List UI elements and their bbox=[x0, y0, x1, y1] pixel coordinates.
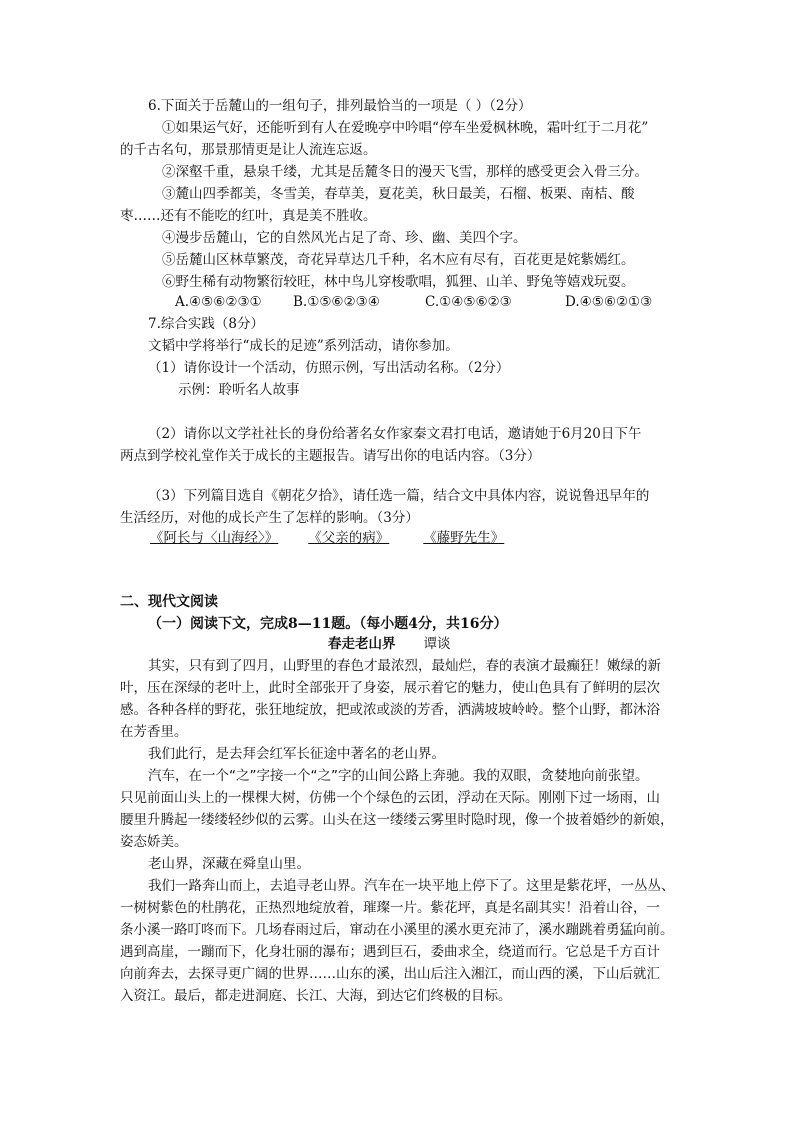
q6-line: ③麓山四季都美，冬雪美，春草美，夏花美，秋日最美，石榴、板栗、南桔、酸 bbox=[162, 186, 635, 202]
q7-titles bbox=[150, 528, 504, 548]
article-line: 感。各种各样的野花，张狂地绽放，把或浓或淡的芳香，洒满坡坡岭岭。整个山野，都沐浴 bbox=[120, 702, 660, 718]
q7-part3-line2: 生活经历，对他的成长产生了怎样的影响。（3分） bbox=[120, 510, 419, 526]
article-line: 其实，只有到了四月，山野里的春色才最浓烈，最灿烂，春的表演才最癫狂！嫩绿的新 bbox=[148, 658, 661, 674]
q6-option-d: D.④⑤⑥②①③ bbox=[565, 294, 653, 310]
q6-line: ⑤岳麓山区林草繁茂，奇花异草达几千种，名木应有尽有，百花更是姹紫嫣红。 bbox=[162, 252, 635, 268]
article-line: 我们此行，是去拜会红军长征途中著名的老山界。 bbox=[148, 746, 445, 762]
article-title: 春走老山界 bbox=[328, 636, 396, 652]
q6-option-b: B.①⑤⑥②③④ bbox=[293, 294, 380, 310]
q7-part3-line1: （3）下列篇目选自《朝花夕拾》，请任选一篇，结合文中具体内容，说说鲁迅早年的 bbox=[148, 488, 650, 504]
q7-part2-line1: （2）请你以文学社社长的身份给著名女作家秦文君打电话，邀请她于6月20日下午 bbox=[148, 426, 642, 442]
section-subheading: （一）阅读下文，完成8—11题。（每小题4分，共16分） bbox=[148, 616, 508, 632]
q6-line: ⑥野生稀有动物繁衍较旺，林中鸟儿穿梭歌唱，狐狸、山羊、野兔等嬉戏玩耍。 bbox=[162, 274, 635, 290]
q7-part1: （1）请你设计一个活动，仿照示例，写出活动名称。（2分） bbox=[148, 360, 510, 376]
article-line: 汽车，在一个“之”字接一个“之”字的山间公路上奔驰。我的双眼，贪婪地向前张望。 bbox=[148, 768, 649, 784]
q7-intro: 文韬中学将举行“成长的足迹”系列活动，请你参加。 bbox=[148, 338, 459, 354]
q6-line: ④漫步岳麓山，它的自然风光占足了奇、珍、幽、美四个字。 bbox=[162, 230, 527, 246]
article-line: 遇到高崖，一蹦而下，化身壮丽的瀑布；遇到巨石，委曲求全，绕道而行。它总是千方百计 bbox=[120, 944, 660, 960]
section-heading: 二、现代文阅读 bbox=[120, 594, 218, 610]
title-father-illness: 《父亲的病》 bbox=[308, 530, 390, 546]
q7-example: 示例：聆听名人故事 bbox=[178, 382, 300, 398]
article-author: 谭谈 bbox=[423, 636, 451, 652]
article-line: 只见前面山头上的一棵棵大树，仿佛一个个绿色的云团，浮动在天际。刚刚下过一场雨，山 bbox=[120, 790, 660, 806]
article-line: 入资江。最后，都走进洞庭、长江、大海，到达它们终极的目标。 bbox=[120, 988, 512, 1004]
q6-option-c: C.①④⑤⑥②③ bbox=[425, 294, 512, 310]
q6-line: ②深壑千重，悬泉千缕，尤其是岳麓冬日的漫天飞雪，那样的感受更会入骨三分。 bbox=[162, 164, 648, 180]
q7-title: 7.综合实践（8分） bbox=[148, 316, 264, 332]
article-line: 条小溪一路叮咚而下。几场春雨过后，窜动在小溪里的溪水更充沛了，溪水蹦跳着勇猛向前。 bbox=[120, 922, 674, 938]
q6-line: 的千古名句，那景那情更是让人流连忘返。 bbox=[120, 142, 377, 158]
article-title-line bbox=[328, 634, 451, 654]
title-ah-chang: 《阿长与〈山海经〉》 bbox=[150, 530, 279, 546]
q7-part2-line2: 两点到学校礼堂作关于成长的主题报告。请写出你的电话内容。（3分） bbox=[120, 448, 541, 464]
q6-stem: 6.下面关于岳麓山的一组句子，排列最恰当的一项是（ ）（2分） bbox=[148, 98, 532, 114]
q6-line: ①如果运气好，还能听到有人在爱晚亭中吟唱“停车坐爱枫林晚，霜叶红于二月花” bbox=[162, 120, 649, 136]
q6-line: 枣……还有不能吃的红叶，真是美不胜收。 bbox=[120, 208, 377, 224]
q6-option-a: A.④⑤⑥②③① bbox=[175, 294, 262, 310]
article-line: 腰里升腾起一缕缕轻纱似的云雾。山头在这一缕缕云雾里时隐时现，像一个披着婚纱的新娘， bbox=[120, 812, 674, 828]
article-line: 向前奔去，去探寻更广阔的世界……山东的溪，出山后注入湘江，而山西的溪，下山后就汇 bbox=[120, 966, 660, 982]
article-line: 在芳香里。 bbox=[120, 724, 188, 740]
article-line: 姿态娇美。 bbox=[120, 834, 188, 850]
article-line: 老山界，深藏在舜皇山里。 bbox=[148, 856, 310, 872]
title-fujino: 《藤野先生》 bbox=[423, 530, 505, 546]
article-line: 我们一路奔山而上，去追寻老山界。汽车在一块平地上停下了。这里是紫花坪，一丛丛、 bbox=[148, 878, 675, 894]
article-line: 一树树紫色的杜鹃花，正热烈地绽放着，璀璨一片。紫花坪，真是名副其实！沿着山谷，一 bbox=[120, 900, 660, 916]
article-line: 叶，压在深绿的老叶上，此时全部张开了身姿，展示着它的魅力，使山色具有了鲜明的层次 bbox=[120, 680, 660, 696]
q6-options bbox=[175, 292, 652, 312]
